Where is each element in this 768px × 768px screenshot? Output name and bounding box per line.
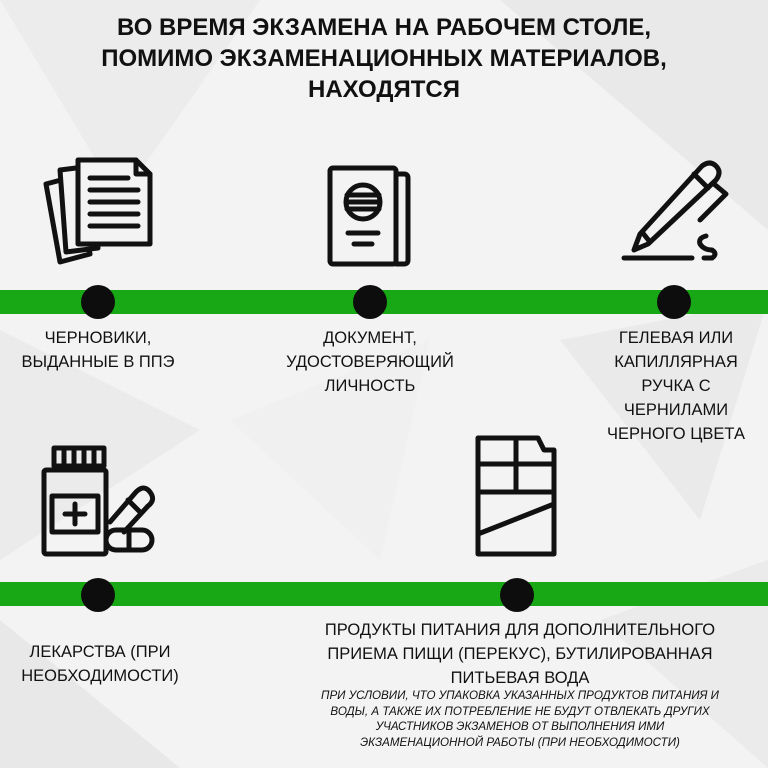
label-line: ПРИЕМА ПИЩИ (ПЕРЕКУС), БУТИЛИРОВАННАЯ [327,645,713,663]
timeline-dot [81,578,115,612]
timeline-dot [500,578,534,612]
food-water-note [300,688,740,750]
label-line: ДОКУМЕНТ, [323,329,417,347]
label-line: УДОСТОВЕРЯЮЩИЙ [286,353,454,371]
pen-icon [618,158,730,266]
note-line: ЭКЗАМЕНАЦИОННОЙ РАБОТЫ (ПРИ НЕОБХОДИМОСТИ) [360,735,680,749]
chocolate-icon [474,434,558,558]
label-line: НЕОБХОДИМОСТИ) [21,667,179,685]
label-line: РУЧКА С [641,377,711,395]
item-label-drafts [8,326,188,374]
label-line: ЛИЧНОСТЬ [324,377,416,395]
title-line: ПОМИМО ЭКЗАМЕНАЦИОННЫХ МАТЕРИАЛОВ, [101,45,667,72]
label-line: ПИТЬЕВАЯ ВОДА [450,669,590,687]
label-line: ВЫДАННЫЕ В ППЭ [21,353,175,371]
passport-icon [326,164,412,268]
title-line: ВО ВРЕМЯ ЭКЗАМЕНА НА РАБОЧЕМ СТОЛЕ, [116,14,652,41]
label-line: ГЕЛЕВАЯ ИЛИ [618,329,734,347]
label-line: КАПИЛЛЯРНАЯ [614,353,738,371]
page-title [40,12,728,105]
timeline-dot [657,285,691,319]
item-label-medicine [4,640,196,688]
timeline-dot [81,285,115,319]
label-line: ЧЕРНИЛАМИ [623,401,729,419]
timeline-dot [353,285,387,319]
note-line: УЧАСТНИКОВ ЭКЗАМЕНОВ ОТ ВЫПОЛНЕНИЯ ИМИ [375,720,665,733]
label-line: ЛЕКАРСТВА (ПРИ [29,643,171,661]
title-line: НАХОДЯТСЯ [308,76,460,103]
medicine-icon [40,444,156,560]
note-line: ВОДЫ, А ТАКЖЕ ИХ ПОТРЕБЛЕНИЕ НЕ БУДУТ ОТВЛЕКАТЬ ДРУГИХ [330,704,710,718]
label-line: ЧЕРНОГО ЦВЕТА [607,425,745,443]
note-line: ПРИ УСЛОВИИ, ЧТО УПАКОВКА УКАЗАННЫХ ПРОДУКТОВ ПИТАНИЯ И [321,689,719,702]
item-label-id-document [262,326,478,398]
papers-icon [40,156,156,268]
label-line: ПРОДУКТЫ ПИТАНИЯ ДЛЯ ДОПОЛНИТЕЛЬНОГО [324,621,716,639]
item-label-food-water [290,618,750,690]
timeline-stripe-bottom [0,582,768,606]
item-label-pen [594,326,758,446]
label-line: ЧЕРНОВИКИ, [44,329,152,347]
